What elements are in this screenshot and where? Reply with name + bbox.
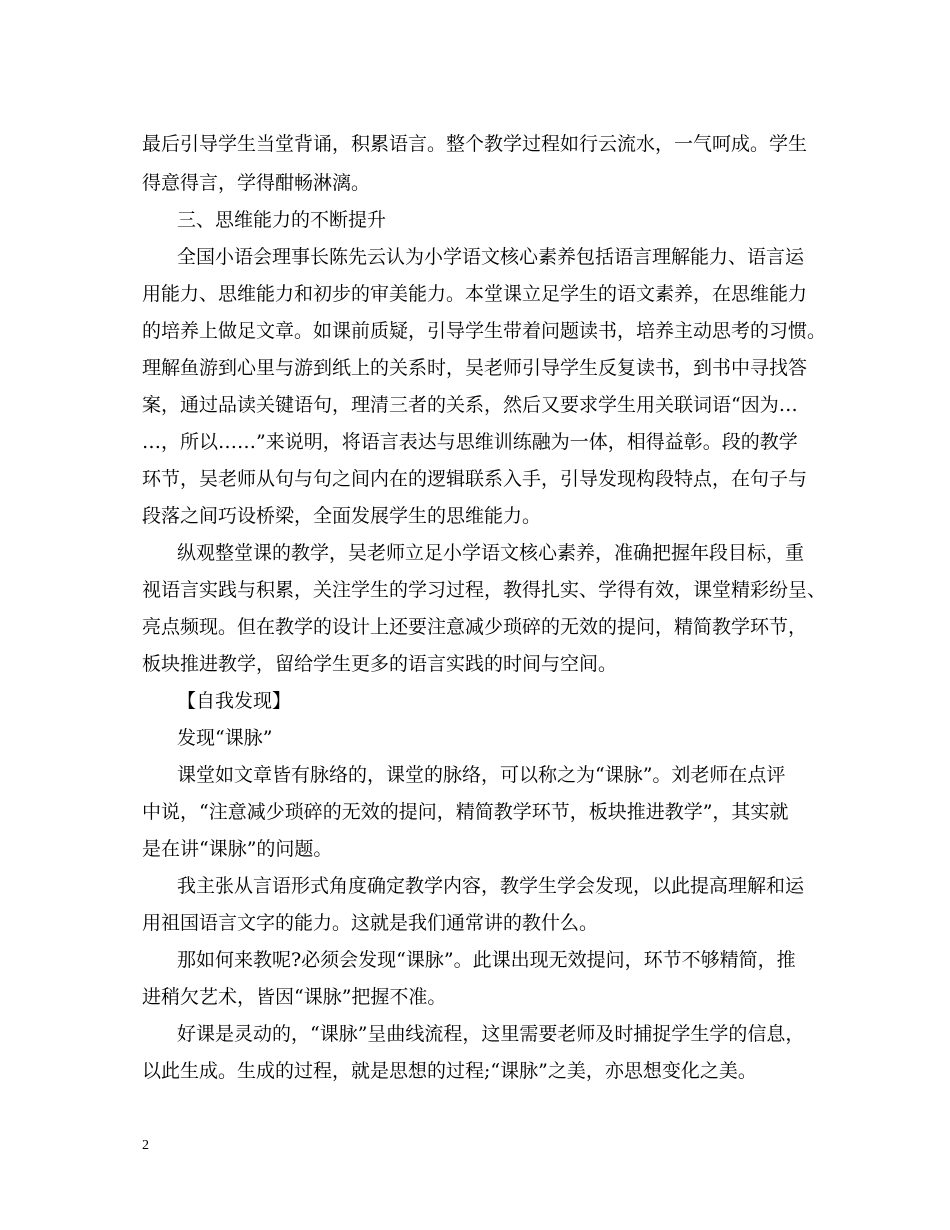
paragraph-line: 板块推进教学，留给学生更多的语言实践的时间与空间。 bbox=[142, 653, 618, 675]
paragraph-line: 最后引导学生当堂背诵，积累语言。整个教学过程如行云流水，一气呵成。学生 bbox=[142, 133, 808, 155]
section-heading: 三、思维能力的不断提升 bbox=[177, 209, 387, 231]
page-number: 2 bbox=[142, 1138, 149, 1153]
paragraph-line: 全国小语会理事长陈先云认为小学语文核心素养包括语言理解能力、语言运 bbox=[177, 246, 805, 268]
paragraph-line: 得意得言，学得酣畅淋漓。 bbox=[142, 172, 371, 194]
paragraph-line: 视语言实践与积累，关注学生的学习过程，教得扎实、学得有效，课堂精彩纷呈、 bbox=[142, 579, 827, 601]
paragraph-line: 那如何来教呢?必须会发现“课脉”。此课出现无效提问，环节不够精简，推 bbox=[177, 949, 796, 971]
paragraph-line: 的培养上做足文章。如课前质疑，引导学生带着问题读书，培养主动思考的习惯。 bbox=[142, 320, 827, 342]
paragraph-line: 理解鱼游到心里与游到纸上的关系时，吴老师引导学生反复读书，到书中寻找答 bbox=[142, 357, 808, 379]
paragraph-line: 纵观整堂课的教学，吴老师立足小学语文核心素养，准确把握年段目标，重 bbox=[177, 542, 805, 564]
paragraph-line: 以此生成。生成的过程，就是思想的过程;“课脉”之美，亦思想变化之美。 bbox=[142, 1060, 757, 1082]
paragraph-line: 课堂如文章皆有脉络的，课堂的脉络，可以称之为“课脉”。刘老师在点评 bbox=[177, 764, 786, 786]
section-heading: 【自我发现】 bbox=[177, 690, 292, 712]
paragraph-line: 环节，吴老师从句与句之间内在的逻辑联系入手，引导发现构段特点，在句子与 bbox=[142, 468, 808, 490]
paragraph-line: 用祖国语言文字的能力。这就是我们通常讲的教什么。 bbox=[142, 912, 599, 934]
paragraph-line: …，所以……”来说明，将语言表达与思维训练融为一体，相得益彰。段的教学 bbox=[142, 431, 798, 453]
paragraph-line: 亮点频现。但在教学的设计上还要注意减少琐碎的无效的提问，精简教学环节， bbox=[142, 616, 808, 638]
paragraph-line: 是在讲“课脉”的问题。 bbox=[142, 838, 333, 860]
paragraph-line: 中说，“注意减少琐碎的无效的提问，精简教学环节，板块推进教学”，其实就 bbox=[142, 801, 789, 823]
paragraph-line: 段落之间巧设桥梁，全面发展学生的思维能力。 bbox=[142, 505, 542, 527]
paragraph-line: 案，通过品读关键语句，理清三者的关系，然后又要求学生用关联词语“因为… bbox=[142, 394, 798, 416]
paragraph-line: 我主张从言语形式角度确定教学内容，教学生学会发现，以此提高理解和运 bbox=[177, 875, 805, 897]
section-subheading: 发现“课脉” bbox=[177, 727, 273, 749]
paragraph-line: 用能力、思维能力和初步的审美能力。本堂课立足学生的语文素养，在思维能力 bbox=[142, 283, 808, 305]
paragraph-line: 好课是灵动的，“课脉”呈曲线流程，这里需要老师及时捕捉学生学的信息， bbox=[177, 1023, 805, 1045]
paragraph-line: 进稍欠艺术，皆因“课脉”把握不准。 bbox=[142, 986, 447, 1008]
